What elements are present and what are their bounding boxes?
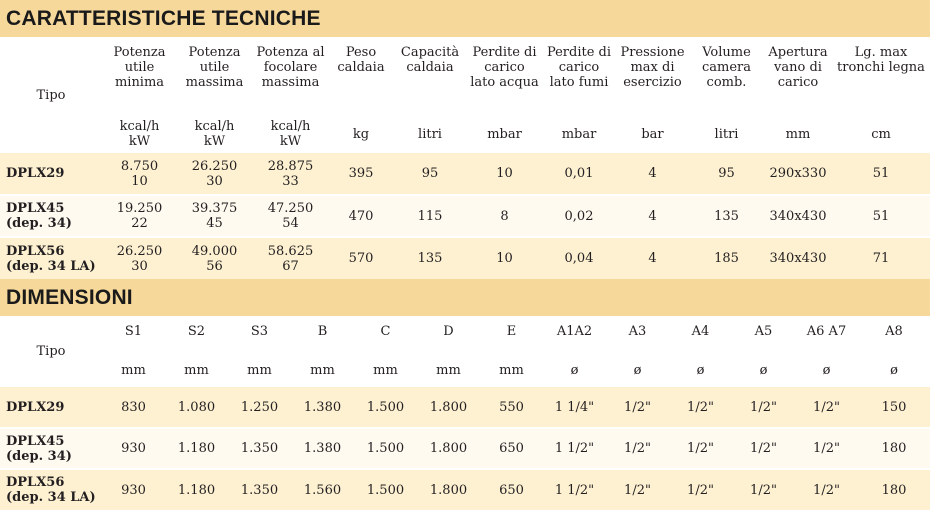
- dim-cell: 1.180: [165, 428, 228, 469]
- tech-cell: 470: [329, 195, 393, 237]
- dim-section-title: DIMENSIONI: [0, 279, 930, 316]
- tech-col-header: Lg. max tronchi legna: [837, 45, 925, 75]
- dim-row-name: DPLX56 (dep. 34 LA): [0, 469, 102, 510]
- dim-col-header: B: [317, 324, 328, 339]
- tech-unit: kg: [352, 126, 370, 142]
- dim-cell: 1/2": [606, 428, 669, 469]
- dim-col-header: A4: [691, 324, 710, 339]
- tech-cell: 39.375 45: [177, 195, 252, 237]
- tech-unit: cm: [871, 126, 891, 142]
- tech-row-name: DPLX29: [0, 153, 102, 195]
- tech-col-header: Perdite di carico lato acqua: [470, 45, 539, 90]
- dim-cell: 1.350: [228, 469, 291, 510]
- tech-cell: 4: [616, 195, 689, 237]
- dim-cell: 1 1/4": [543, 387, 606, 428]
- tech-cell: 570: [329, 237, 393, 279]
- tech-cell: 95: [393, 153, 467, 195]
- dim-cell: 1.500: [354, 387, 417, 428]
- dim-cell: 1/2": [669, 387, 732, 428]
- dim-cell: 1.380: [291, 387, 354, 428]
- dim-cell: 1.800: [417, 469, 480, 510]
- dim-cell: 1/2": [795, 469, 858, 510]
- dim-unit: ø: [570, 362, 579, 378]
- dim-unit: mm: [247, 362, 272, 378]
- tech-cell: 26.250 30: [177, 153, 252, 195]
- dim-col-header: S1: [124, 324, 143, 339]
- tech-unit: litri: [714, 126, 739, 142]
- dim-cell: 1/2": [606, 469, 669, 510]
- dim-cell: 1/2": [732, 428, 795, 469]
- dim-cell: 1.500: [354, 428, 417, 469]
- tech-unit-row: [0, 115, 930, 153]
- tech-cell: 395: [329, 153, 393, 195]
- tech-unit: mbar: [561, 126, 597, 142]
- tech-cell: 340x430: [764, 237, 832, 279]
- dim-cell: 1/2": [795, 428, 858, 469]
- dim-cell: 1.380: [291, 428, 354, 469]
- dim-cell: 930: [102, 469, 165, 510]
- tech-cell: 8.750 10: [102, 153, 177, 195]
- tech-cell: 4: [616, 237, 689, 279]
- dim-cell: 830: [102, 387, 165, 428]
- tech-cell: 51: [832, 195, 930, 237]
- tech-row-0: [0, 153, 930, 195]
- dim-col-header: A5: [754, 324, 773, 339]
- dim-unit: mm: [184, 362, 209, 378]
- dim-cell: 1.250: [228, 387, 291, 428]
- dim-cell: 180: [858, 428, 930, 469]
- dim-col-header: S3: [250, 324, 269, 339]
- tech-cell: 135: [689, 195, 764, 237]
- dim-cell: 150: [858, 387, 930, 428]
- tech-tipo-label: Tipo: [36, 87, 66, 103]
- dim-cell: 1.080: [165, 387, 228, 428]
- tech-row-name: DPLX45 (dep. 34): [0, 195, 102, 237]
- tech-unit: kcal/h kW: [194, 119, 235, 149]
- tech-cell: 115: [393, 195, 467, 237]
- tech-cell: 4: [616, 153, 689, 195]
- dim-col-header: A6 A7: [806, 324, 847, 339]
- tech-cell: 49.000 56: [177, 237, 252, 279]
- dim-unit: ø: [696, 362, 705, 378]
- dim-unit: mm: [310, 362, 335, 378]
- tech-cell: 10: [467, 153, 542, 195]
- tech-unit: mbar: [487, 126, 522, 142]
- dim-row-0: [0, 387, 930, 428]
- tech-col-header: Perdite di carico lato fumi: [546, 45, 612, 90]
- tech-section-title: CARATTERISTICHE TECNICHE: [0, 0, 930, 37]
- dim-cell: 1.350: [228, 428, 291, 469]
- tech-col-header: Peso caldaia: [337, 45, 385, 75]
- tech-cell: 71: [832, 237, 930, 279]
- tech-col-header: Capacità caldaia: [400, 45, 460, 75]
- dim-unit: mm: [436, 362, 461, 378]
- tech-cell: 58.625 67: [252, 237, 329, 279]
- tech-header-row: [0, 37, 930, 115]
- dim-cell: 1 1/2": [543, 428, 606, 469]
- tech-cell: 51: [832, 153, 930, 195]
- dim-row-name: DPLX45 (dep. 34): [0, 428, 102, 469]
- dim-cell: 1 1/2": [543, 469, 606, 510]
- tech-col-header: Pressione max di esercizio: [620, 45, 685, 90]
- dim-cell: 1.560: [291, 469, 354, 510]
- tech-cell: 290x330: [764, 153, 832, 195]
- tech-cell: 185: [689, 237, 764, 279]
- tech-cell: 95: [689, 153, 764, 195]
- dim-header-row: [0, 316, 930, 353]
- tech-col-header: Potenza utile massima: [185, 45, 244, 90]
- dim-cell: 650: [480, 469, 543, 510]
- dim-unit: ø: [633, 362, 642, 378]
- dim-cell: 1.500: [354, 469, 417, 510]
- tech-cell: 47.250 54: [252, 195, 329, 237]
- dim-cell: 1.800: [417, 428, 480, 469]
- tech-unit: kcal/h kW: [119, 119, 160, 149]
- tech-cell: 0,01: [542, 153, 616, 195]
- dim-unit: mm: [499, 362, 524, 378]
- dim-tipo-label: Tipo: [36, 344, 66, 359]
- tech-cell: 0,02: [542, 195, 616, 237]
- dim-unit: mm: [373, 362, 398, 378]
- dim-unit: ø: [890, 362, 898, 378]
- tech-col-header: Potenza utile minima: [113, 45, 166, 90]
- dim-row-2: [0, 469, 930, 510]
- tech-col-header: Apertura vano di carico: [768, 45, 828, 90]
- dim-unit: mm: [121, 362, 146, 378]
- tech-cell: 135: [393, 237, 467, 279]
- dim-cell: 1/2": [606, 387, 669, 428]
- dim-cell: 930: [102, 428, 165, 469]
- dim-row-name: DPLX29: [0, 387, 102, 428]
- dim-cell: 1.800: [417, 387, 480, 428]
- dim-unit: ø: [759, 362, 768, 378]
- tech-cell: 8: [467, 195, 542, 237]
- dim-table: [0, 316, 930, 510]
- tech-unit: litri: [418, 126, 442, 142]
- dim-cell: 650: [480, 428, 543, 469]
- tech-col-header: Potenza al focolare massima: [256, 45, 325, 90]
- dim-cell: 1/2": [732, 469, 795, 510]
- dim-cell: 1/2": [669, 428, 732, 469]
- dim-unit: ø: [822, 362, 831, 378]
- tech-row-1: [0, 195, 930, 237]
- tech-cell: 10: [467, 237, 542, 279]
- dim-col-header: S2: [187, 324, 206, 339]
- tech-row-2: [0, 237, 930, 279]
- tech-cell: 0,04: [542, 237, 616, 279]
- dim-cell: 180: [858, 469, 930, 510]
- dim-cell: 1/2": [669, 469, 732, 510]
- dim-col-header: C: [380, 324, 391, 339]
- dim-unit-row: [0, 353, 930, 387]
- dim-cell: 1/2": [795, 387, 858, 428]
- dim-col-header: D: [443, 324, 454, 339]
- tech-unit: bar: [641, 126, 664, 142]
- tech-unit: kcal/h kW: [270, 119, 311, 149]
- tech-col-header: Volume camera comb.: [701, 45, 752, 90]
- dim-cell: 1.180: [165, 469, 228, 510]
- dim-cell: 1/2": [732, 387, 795, 428]
- tech-unit: mm: [785, 126, 811, 142]
- tech-row-name: DPLX56 (dep. 34 LA): [0, 237, 102, 279]
- dim-col-header: A3: [628, 324, 647, 339]
- tech-cell: 28.875 33: [252, 153, 329, 195]
- dim-row-1: [0, 428, 930, 469]
- tech-cell: 19.250 22: [102, 195, 177, 237]
- dim-col-header: A1A2: [556, 324, 593, 339]
- dim-cell: 550: [480, 387, 543, 428]
- dim-col-header: E: [506, 324, 517, 339]
- dim-col-header: A8: [885, 324, 903, 339]
- tech-table: [0, 37, 930, 279]
- tech-cell: 340x430: [764, 195, 832, 237]
- tech-cell: 26.250 30: [102, 237, 177, 279]
